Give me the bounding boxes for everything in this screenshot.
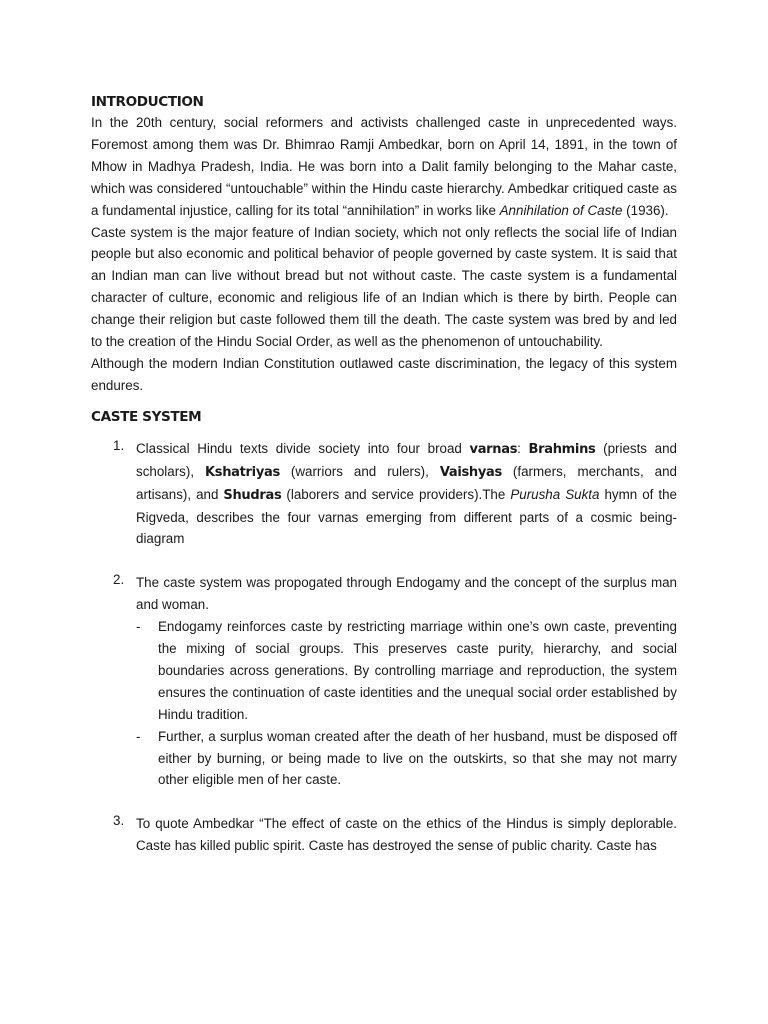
list-number-3: 3. [113,813,125,829]
term-purusha-sukta: Purusha Sukta [510,486,600,502]
dash-bullet: - [136,619,141,635]
intro-paragraph-3: Although the modern Indian Constitution outlawed caste discrimination, the legacy of this system endures. [91,355,677,393]
item1-text-e: (farmers, merchants, and artisans), and [136,463,677,502]
term-shudras: Shudras [223,487,282,503]
intro-paragraph-1 [91,112,677,222]
item1-text-c: (priests and scholars), [136,440,677,479]
intro-paragraph-2: Caste system is the major feature of Indian society, which not only reflects the social life of Indian people but also economic and political behavior of people governed by caste system. It is said that an Indian man can live without bread but not without caste. The caste system is a fundamental character of culture, economic and religious life of an Indian which is there by birth. People can change their religion but caste followed them till the death. The caste system was bred by and led to the creation of the Hindu Social Order, as well as the phenomenon of untouchability. [91,224,677,350]
document-body [91,92,677,857]
intro-p1-tail: (1936). [622,202,669,218]
list-number-2: 2. [113,572,125,588]
list-item-3 [91,813,677,857]
list-item-3-text: To quote Ambedkar “The effect of caste on the ethics of the Hindus is simply deplorable. Caste has killed public spirit. Caste has destroyed the sense of public charity. Caste has [136,816,677,854]
list-item-2-text: The caste system was propogated through Endogamy and the concept of the surplus man and woman. [136,575,677,613]
sub-item-surplus-woman [136,726,677,792]
introduction-heading: INTRODUCTION [91,94,204,110]
caste-system-heading: CASTE SYSTEM [91,408,202,425]
sub-item-surplus-woman-text: Further, a surplus woman created after the death of her husband, must be disposed off either by burning, or being made to live on the outskirts, so that she may not marry other eligible men of her caste. [158,728,677,788]
list-number-1: 1. [113,437,125,453]
intro-p1-text: In the 20th century, social reformers and activists challenged caste in unprecedented ways. Foremost among them was Dr. Bhimrao Ramji Ambedkar, born on April 14, 1891, in the town of Mhow in Madhya Pradesh, India. He was born into a Dalit family belonging to the Mahar caste, which was considered “untouchable” within the Hindu caste hierarchy. Ambedkar critiqued caste as a fundamental injustice, calling for its total “annihilation” in works like [91,115,677,218]
sub-item-endogamy-text: Endogamy reinforces caste by restricting marriage within one’s own caste, preventing the mixing of social groups. This preserves caste purity, hierarchy, and social boundaries across generations. By controlling marriage and reproduction, the system ensures the continuation of caste identities and the unequal social order established by Hindu tradition. [158,619,677,722]
list-item-1-text [136,438,677,551]
item1-text-g: hymn of the Rigveda, describes the four varnas emerging from different parts of a cosmic being- diagram [136,486,677,547]
term-brahmins: Brahmins [528,441,596,457]
term-vaishyas: Vaishyas [439,464,502,480]
item1-text-f: (laborers and service providers).The [281,486,511,502]
caste-system-list [91,438,677,857]
book-title-annihilation-of-caste: Annihilation of Caste [499,202,623,218]
sub-item-endogamy [136,616,677,726]
term-varnas: varnas [469,441,518,457]
list-item-2-sublist [136,616,677,791]
item1-text-d: (warriors and rulers), [279,463,440,479]
list-item-2 [91,572,677,791]
dash-bullet: - [136,728,141,744]
term-kshatriyas: Kshatriyas [205,464,280,480]
item1-text-b: : [517,440,529,456]
item1-text-a: Classical Hindu texts divide society into four broad [136,440,470,456]
list-item-1 [91,438,677,551]
